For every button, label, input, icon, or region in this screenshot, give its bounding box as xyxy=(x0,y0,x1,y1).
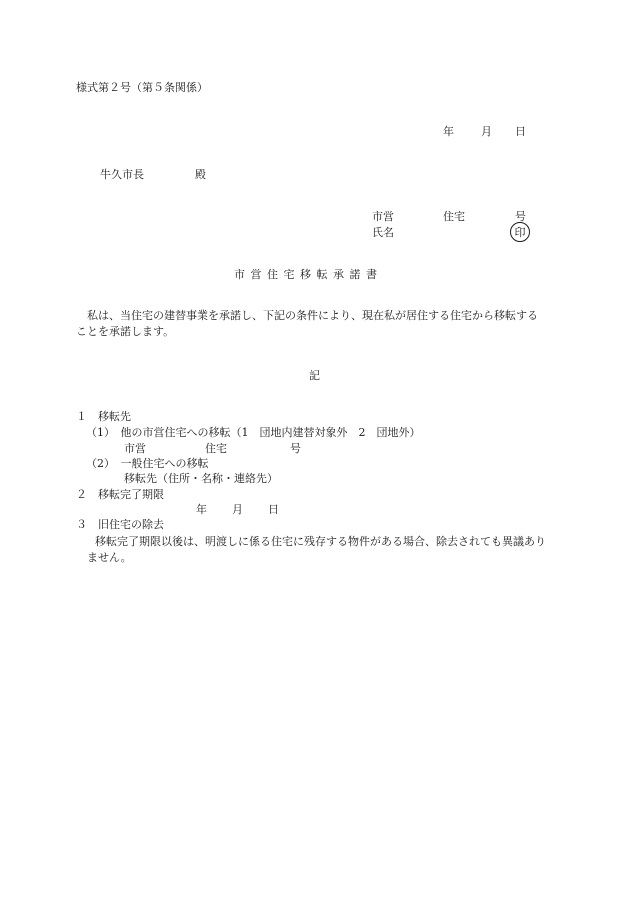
section2-month-label: 月 xyxy=(232,503,243,516)
section3-text: 移転完了期限以後は、明渡しに係る住宅に残存する物件がある場合、除去されても異議ありません。 xyxy=(87,535,546,564)
ki-heading: 記 xyxy=(309,369,320,382)
section1-destination: 移転先（住所・名称・連絡先） xyxy=(124,472,278,485)
section1-number-label: 号 xyxy=(290,442,301,455)
addressee-name: 牛久市長 xyxy=(100,168,144,181)
applicant-housing-label: 住宅 xyxy=(443,210,465,223)
document-title: 市営住宅移転承諾書 xyxy=(234,268,383,281)
section1-housing-label: 住宅 xyxy=(205,442,227,455)
section1-item2: （2） 一般住宅への移転 xyxy=(86,457,209,470)
section2-title: ２ 移転完了期限 xyxy=(76,488,164,501)
applicant-housing-prefix: 市営 xyxy=(372,210,394,223)
body-paragraph: 私は、当住宅の建替事業を承諾し、下記の条件により、現在私が居住する住宅から移転することを承諾します。 xyxy=(76,309,538,338)
seal-mark xyxy=(510,222,530,242)
section1-housing-prefix: 市営 xyxy=(124,442,146,455)
section2-day-label: 日 xyxy=(268,503,279,516)
section3-title: ３ 旧住宅の除去 xyxy=(76,518,164,531)
applicant-name-label: 氏名 xyxy=(372,226,394,239)
section2-year-label: 年 xyxy=(196,503,207,516)
seal-text: 印 xyxy=(514,225,526,239)
section1-title: １ 移転先 xyxy=(76,410,131,423)
applicant-number-label: 号 xyxy=(515,210,526,223)
addressee-honorific: 殿 xyxy=(195,168,206,181)
section1-item1: （1） 他の市営住宅への移転（1 団地内建替対象外 2 団地外） xyxy=(86,426,421,439)
date-day-label: 日 xyxy=(515,125,526,138)
date-month-label: 月 xyxy=(481,125,492,138)
date-year-label: 年 xyxy=(443,125,454,138)
form-number: 様式第２号（第５条関係） xyxy=(76,81,208,94)
